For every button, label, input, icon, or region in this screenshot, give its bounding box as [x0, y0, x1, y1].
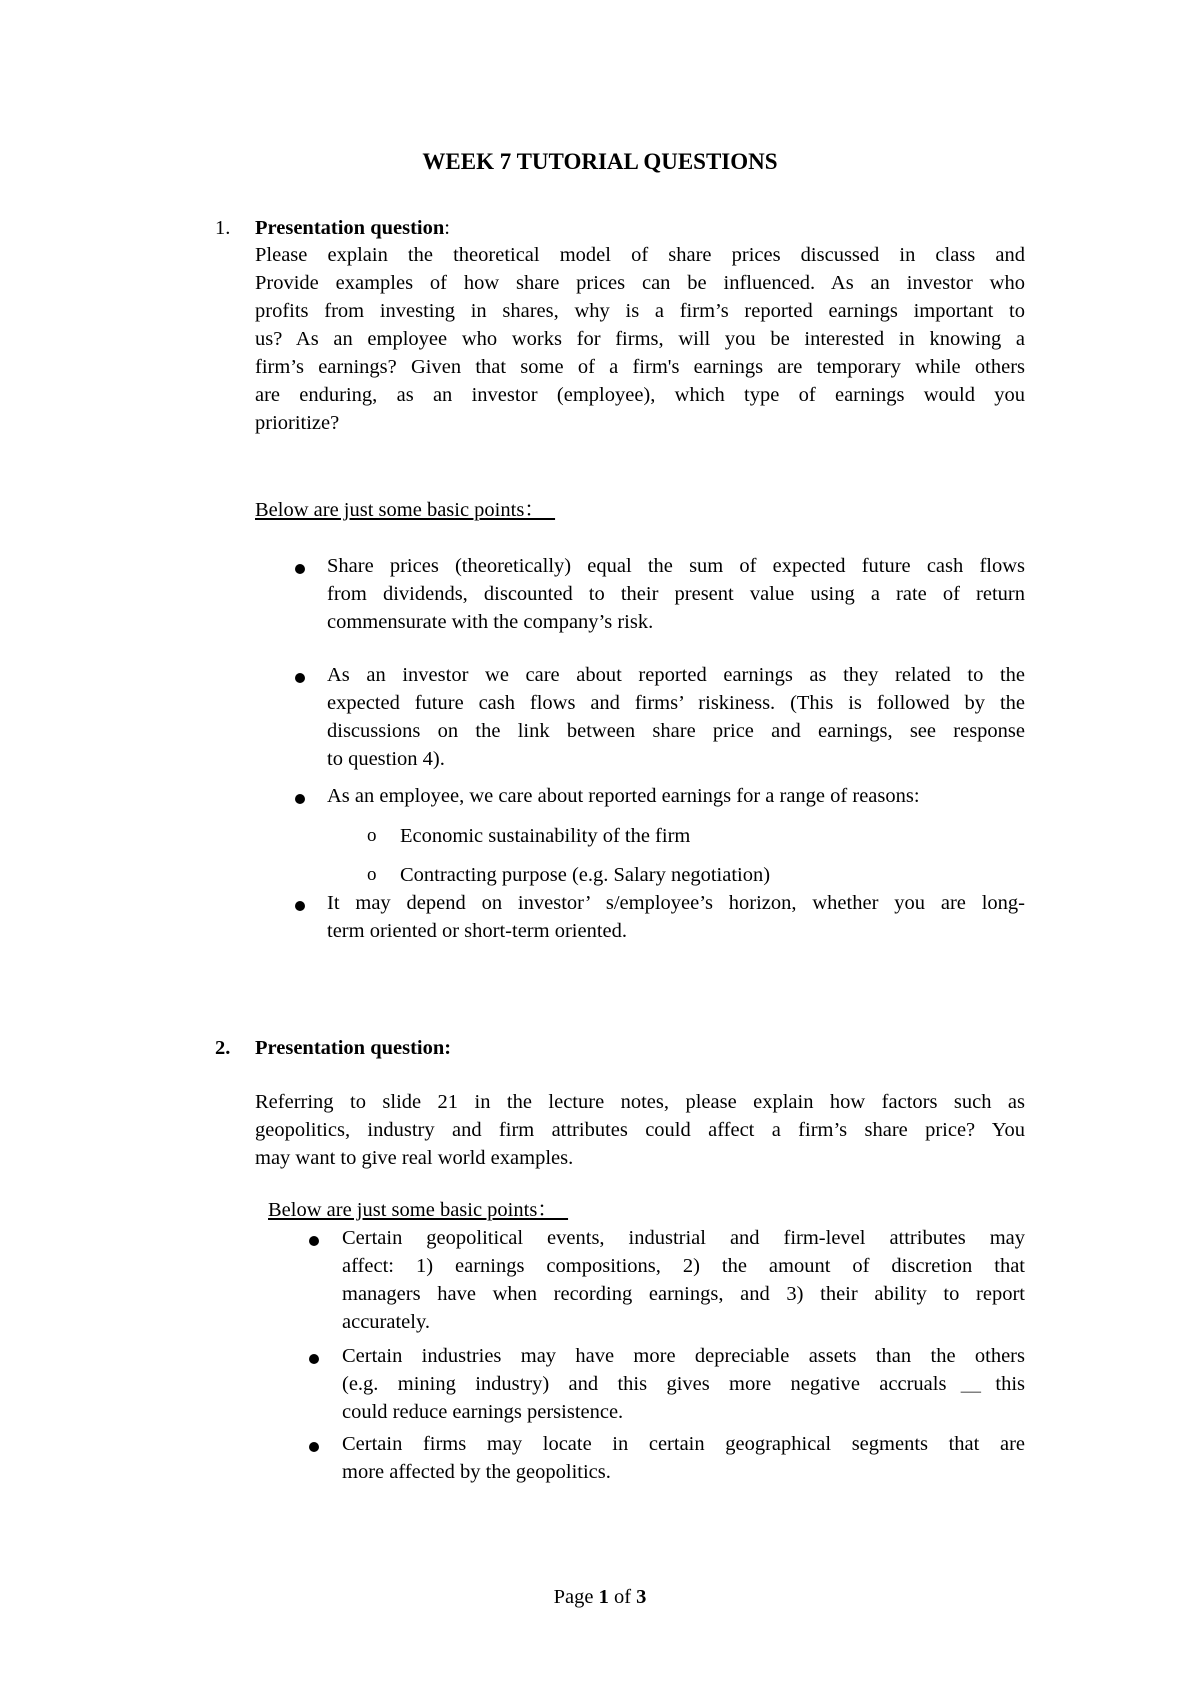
question-1-body-line: us? As an employee who works for firms, will you be interested in knowing a — [255, 328, 1025, 350]
bullet-icon — [295, 564, 305, 574]
question-2-body-line: may want to give real world examples. — [255, 1147, 574, 1169]
bullet-line: Certain geopolitical events, industrial and firm-level attributes may — [342, 1227, 1025, 1249]
bullet-line: As an investor we care about reported earnings as they related to the — [327, 664, 1025, 686]
question-2-bullet-2 — [342, 1342, 1025, 1426]
sub-bullet-icon: o — [367, 825, 377, 846]
question-2-bullet-3 — [342, 1430, 1025, 1486]
question-1-bullet-2 — [327, 661, 1025, 773]
question-1-body-line: Please explain the theoretical model of share prices discussed in class and — [255, 244, 1025, 266]
question-1-points-heading: Below are just some basic points： — [255, 499, 556, 521]
bullet-line: term oriented or short-term oriented. — [327, 920, 627, 942]
bullet-icon — [295, 673, 305, 683]
question-2-number: 2. — [215, 1037, 231, 1059]
bullet-line: (e.g. mining industry) and this gives more negative accruals＿this — [342, 1373, 1025, 1395]
page-footer — [0, 1583, 1200, 1611]
bullet-line: commensurate with the company’s risk. — [327, 611, 654, 633]
footer-of-word: of — [613, 1586, 632, 1608]
question-1-body-line: firm’s earnings? Given that some of a firm's earnings are temporary while others — [255, 356, 1025, 378]
bullet-line: more affected by the geopolitics. — [342, 1461, 611, 1483]
bullet-line: discussions on the link between share price and earnings, see response — [327, 720, 1025, 742]
footer-total-pages: 3 — [636, 1586, 647, 1608]
question-1-heading-suffix: : — [444, 217, 450, 239]
question-2-points-heading: Below are just some basic points： — [268, 1199, 569, 1221]
question-1-heading — [255, 214, 450, 242]
bullet-line: As an employee, we care about reported earnings for a range of reasons: — [327, 785, 920, 807]
bullet-line: Certain firms may locate in certain geographical segments that are — [342, 1433, 1025, 1455]
page-title: WEEK 7 TUTORIAL QUESTIONS — [422, 149, 778, 174]
question-1-heading-text: Presentation question — [255, 217, 445, 239]
question-1-number: 1. — [215, 217, 231, 239]
question-1-bullet-3 — [327, 782, 1025, 810]
question-1-body-line: are enduring, as an investor (employee), which type of earnings would you — [255, 384, 1025, 406]
question-2-bullet-1 — [342, 1224, 1025, 1336]
question-2-body — [255, 1088, 1025, 1172]
bullet-line: to question 4). — [327, 748, 445, 770]
bullet-line: expected future cash flows and firms’ riskiness. (This is followed by the — [327, 692, 1025, 714]
question-2-body-line: geopolitics, industry and firm attributes could affect a firm’s share price? You — [255, 1119, 1025, 1141]
question-1-bullet-4 — [327, 889, 1025, 945]
question-1-body-line: prioritize? — [255, 412, 340, 434]
bullet-line: accurately. — [342, 1311, 431, 1333]
bullet-line: managers have when recording earnings, and 3) their ability to report — [342, 1283, 1025, 1305]
question-2-body-line: Referring to slide 21 in the lecture notes, please explain how factors such as — [255, 1091, 1025, 1113]
footer-page-number: 1 — [598, 1586, 609, 1608]
sub-item: Contracting purpose (e.g. Salary negotiation) — [400, 864, 771, 886]
bullet-line: affect: 1) earnings compositions, 2) the amount of discretion that — [342, 1255, 1025, 1277]
bullet-icon — [295, 794, 305, 804]
bullet-icon — [309, 1354, 319, 1364]
sub-item: Economic sustainability of the firm — [400, 825, 691, 847]
bullet-icon — [295, 901, 305, 911]
question-1-body — [255, 241, 1025, 437]
question-2-heading: Presentation question: — [255, 1037, 452, 1059]
bullet-line: Certain industries may have more depreciable assets than the others — [342, 1345, 1025, 1367]
bullet-line: It may depend on investor’ s/employee’s horizon, whether you are long- — [327, 892, 1025, 914]
question-1-body-line: Provide examples of how share prices can be influenced. As an investor who — [255, 272, 1025, 294]
bullet-line: could reduce earnings persistence. — [342, 1401, 624, 1423]
footer-page-word: Page — [553, 1586, 594, 1608]
bullet-icon — [309, 1236, 319, 1246]
question-1-body-line: profits from investing in shares, why is a firm’s reported earnings important to — [255, 300, 1025, 322]
bullet-line: from dividends, discounted to their present value using a rate of return — [327, 583, 1025, 605]
bullet-icon — [309, 1442, 319, 1452]
question-1-bullet-1 — [327, 552, 1025, 636]
bullet-line: Share prices (theoretically) equal the sum of expected future cash flows — [327, 555, 1025, 577]
sub-bullet-icon: o — [367, 864, 377, 885]
